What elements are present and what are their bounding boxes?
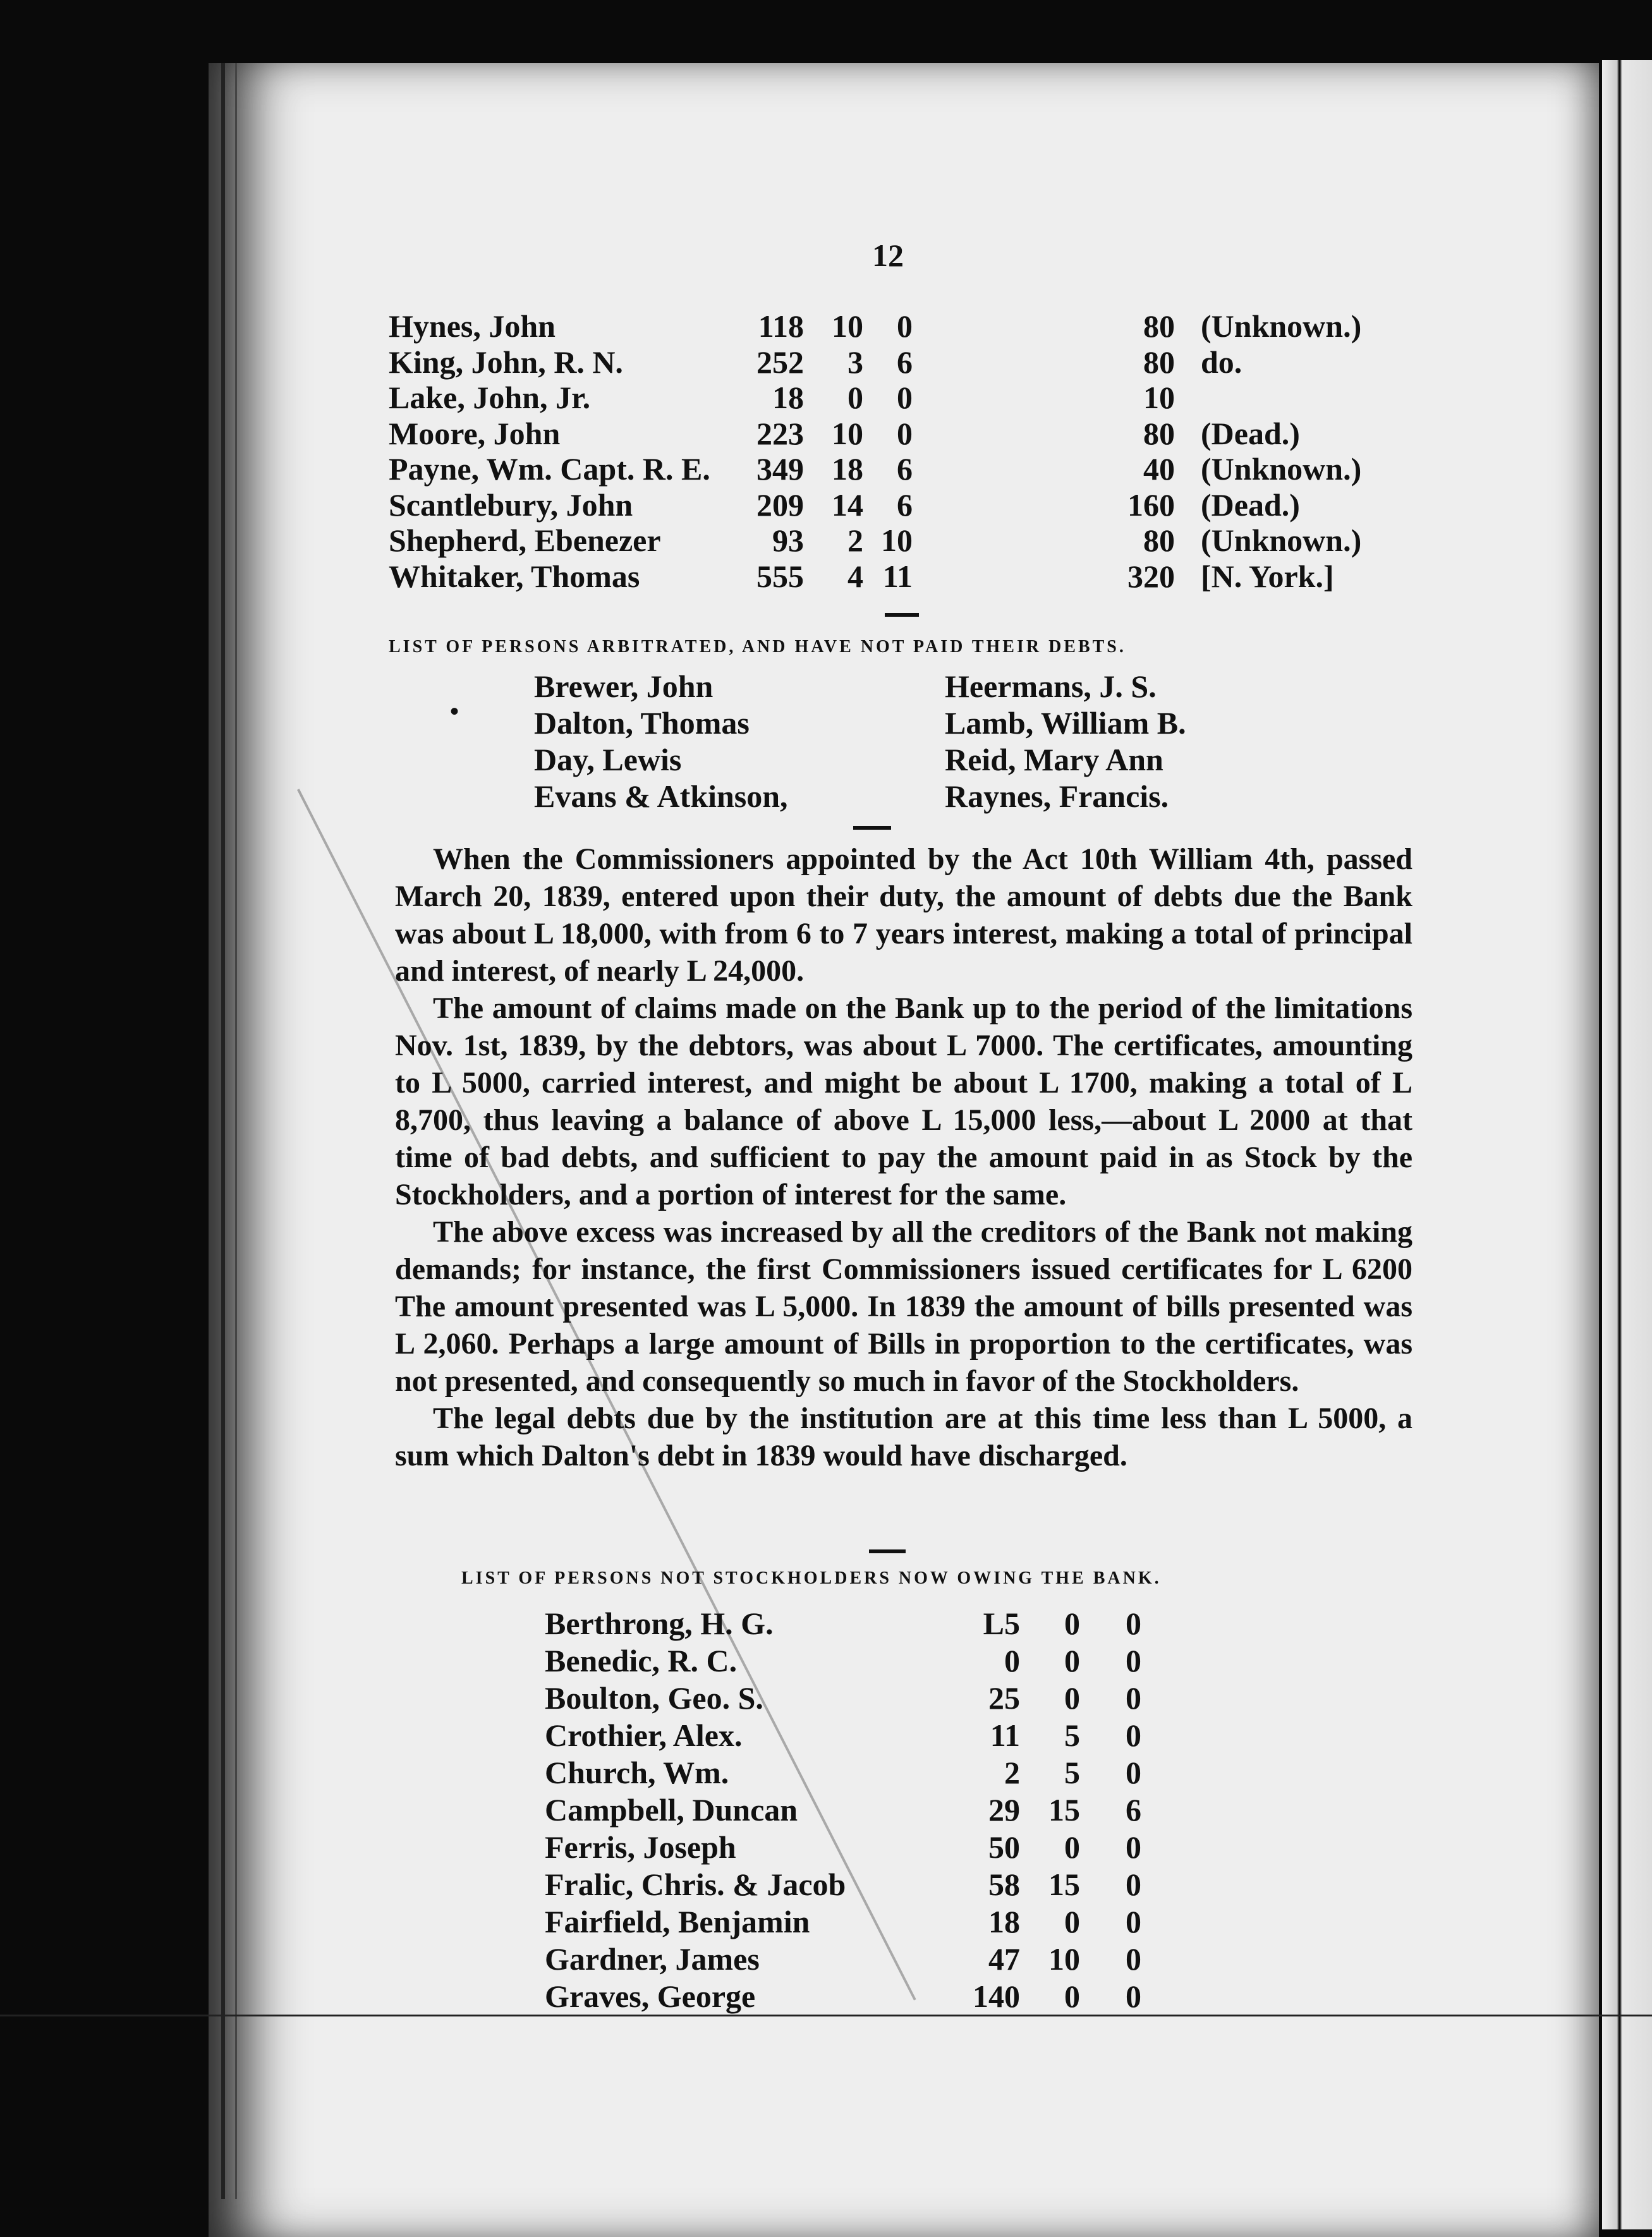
debtor-name: Shepherd, Ebenezer [389,523,661,558]
pence-value: 0 [1126,1829,1141,1865]
pence-value: 6 [897,344,913,380]
pounds-value: 118 [758,308,804,344]
non-stockholder-row [0,1941,1652,1976]
debtor-name: Scantlebury, John [389,487,633,523]
pounds-value: 25 [988,1680,1020,1716]
shillings-value: 5 [1064,1755,1080,1790]
shillings-value: 10 [832,415,863,451]
debtor-name: Campbell, Duncan [545,1792,798,1828]
debtor-row [0,344,1652,378]
shillings-value: 4 [847,558,863,594]
debtor-row [0,487,1652,521]
debtor-name: Whitaker, Thomas [389,558,640,594]
arbitrated-name: Heermans, J. S. [945,669,1157,704]
shillings-value: 0 [1064,1680,1080,1716]
status-note: (Unknown.) [1201,451,1362,487]
pounds-value: 50 [988,1829,1020,1865]
shillings-value: 15 [1048,1792,1080,1828]
debtor-name: Church, Wm. [545,1755,729,1790]
pence-value: 0 [1126,1755,1141,1790]
pence-value: 0 [1126,1941,1141,1977]
stock-amount: 80 [1143,308,1175,344]
non-stockholder-row [0,1605,1652,1640]
paragraph: The legal debts due by the institution are at this time less than L 5000, a sum which Dalton's debt in 1839 would have discharged. [395,1402,1412,1472]
scan-artifact-line [0,2015,1652,2016]
shillings-value: 3 [847,344,863,380]
divider [853,826,891,830]
arbitrated-heading: LIST OF PERSONS ARBITRATED, AND HAVE NOT PAID THEIR DEBTS. [389,637,1126,657]
shillings-value: 0 [847,380,863,415]
arbitrated-name: Dalton, Thomas [534,705,750,741]
narrative-text [395,840,1412,1474]
debtor-row [0,308,1652,342]
pounds-value: L5 [983,1606,1020,1641]
stock-amount: 160 [1127,487,1175,523]
debtor-row [0,415,1652,449]
pounds-value: 93 [772,523,804,558]
pounds-value: 0 [1004,1643,1020,1678]
status-note: (Dead.) [1201,487,1300,523]
stock-amount: 80 [1143,344,1175,380]
debtor-row [0,558,1652,592]
shillings-value: 14 [832,487,863,523]
pence-value: 0 [1126,1904,1141,1939]
pence-value: 0 [1126,1643,1141,1678]
pounds-value: 2 [1004,1755,1020,1790]
pence-value: 0 [1126,1680,1141,1716]
debtor-name: Lake, John, Jr. [389,380,591,415]
non-stockholder-row [0,1866,1652,1901]
paragraph: The amount of claims made on the Bank up to the period of the limitations Nov. 1st, 1839, by the debtors, was about L 7000. The certificates, amounting to L 5000, carried interest, and might be about L 1700, making a total of L 8,700, thus leaving a balance of above L 15,000 less,—about L 2000 at that time of bad debts, and sufficient to pay the amount paid in as Stock by the Stockholders, and a portion of interest for the same. [395,991,1412,1211]
debtor-name: Graves, George [545,1979,756,2014]
pence-value: 0 [897,415,913,451]
status-note: (Unknown.) [1201,523,1362,558]
debtor-name: Fairfield, Benjamin [545,1904,810,1939]
pence-value: 0 [1126,1718,1141,1753]
pounds-value: 140 [973,1979,1020,2014]
arbitrated-name: Evans & Atkinson, [534,779,788,814]
pounds-value: 223 [756,415,804,451]
non-stockholder-row [0,1642,1652,1678]
pounds-value: 11 [990,1718,1020,1753]
pence-value: 0 [1126,1979,1141,2014]
divider [885,613,919,617]
stock-amount: 40 [1143,451,1175,487]
shillings-value: 2 [847,523,863,558]
shillings-value: 0 [1064,1904,1080,1939]
pence-value: 0 [1126,1606,1141,1641]
arbitrated-name: Reid, Mary Ann [945,742,1163,777]
pounds-value: 29 [988,1792,1020,1828]
pence-value: 6 [1126,1792,1141,1828]
status-note: (Unknown.) [1201,308,1362,344]
debtor-name: Payne, Wm. Capt. R. E. [389,451,710,487]
pounds-value: 209 [756,487,804,523]
debtor-name: Gardner, James [545,1941,760,1977]
pounds-value: 252 [756,344,804,380]
paragraph: The above excess was increased by all the creditors of the Bank not making demands; for instance, the first Commissioners issued certificates for L 6200 The amount presented was L 5,000. In 1839 the amount of bills presented was L 2,060. Perhaps a large amount of Bills in proportion to the certificates, was not presented, and consequently so much in favor of the Stockholders. [395,1215,1412,1398]
shillings-value: 0 [1064,1643,1080,1678]
shillings-value: 18 [832,451,863,487]
debtor-name: Benedic, R. C. [545,1643,738,1678]
pounds-value: 18 [988,1904,1020,1939]
pounds-value: 555 [756,558,804,594]
stock-amount: 80 [1143,523,1175,558]
stock-amount: 320 [1127,558,1175,594]
arbitrated-name: Day, Lewis [534,742,682,777]
debtor-name: King, John, R. N. [389,344,623,380]
pence-value: 0 [897,380,913,415]
stock-amount: 10 [1143,380,1175,415]
debtor-name: Moore, John [389,415,561,451]
pounds-value: 349 [756,451,804,487]
status-note: [N. York.] [1201,558,1334,594]
non-stockholder-row [0,1680,1652,1715]
debtor-row [0,379,1652,413]
pounds-value: 47 [988,1941,1020,1977]
pounds-value: 18 [772,380,804,415]
non-stockholder-row [0,1791,1652,1827]
bullet-mark: • [450,697,459,725]
paragraph: When the Commissioners appointed by the Act 10th William 4th, passed March 20, 1839, entered upon their duty, the amount of debts due the Bank was about L 18,000, with from 6 to 7 years interest, making a total of principal and interest, of nearly L 24,000. [395,842,1412,988]
non-stockholder-row [0,1829,1652,1864]
debtor-name: Berthrong, H. G. [545,1606,774,1641]
non-stockholder-row [0,1903,1652,1939]
debtor-name: Fralic, Chris. & Jacob [545,1867,846,1902]
shillings-value: 0 [1064,1606,1080,1641]
pence-value: 6 [897,487,913,523]
arbitrated-name: Brewer, John [534,669,714,704]
shillings-value: 10 [832,308,863,344]
pence-value: 0 [897,308,913,344]
debtor-name: Crothier, Alex. [545,1718,743,1753]
shillings-value: 0 [1064,1979,1080,2014]
shillings-value: 0 [1064,1829,1080,1865]
shillings-value: 5 [1064,1718,1080,1753]
arbitrated-name: Lamb, William B. [945,705,1186,741]
debtor-name: Hynes, John [389,308,556,344]
debtor-row [0,522,1652,556]
stock-amount: 80 [1143,415,1175,451]
status-note: do. [1201,344,1242,380]
non-stockholders-heading: LIST OF PERSONS NOT STOCKHOLDERS NOW OWING THE BANK. [461,1568,1162,1588]
pence-value: 11 [882,558,913,594]
non-stockholder-row [0,1978,1652,2013]
debtor-row [0,451,1652,485]
arbitrated-name: Raynes, Francis. [945,779,1169,814]
page-number: 12 [872,238,904,273]
shillings-value: 15 [1048,1867,1080,1902]
status-note: (Dead.) [1201,415,1300,451]
non-stockholder-row [0,1717,1652,1752]
pence-value: 10 [881,523,913,558]
debtor-name: Boulton, Geo. S. [545,1680,763,1716]
pounds-value: 58 [988,1867,1020,1902]
non-stockholder-row [0,1754,1652,1790]
debtor-name: Ferris, Joseph [545,1829,736,1865]
pence-value: 0 [1126,1867,1141,1902]
pence-value: 6 [897,451,913,487]
divider [869,1549,906,1553]
shillings-value: 10 [1048,1941,1080,1977]
